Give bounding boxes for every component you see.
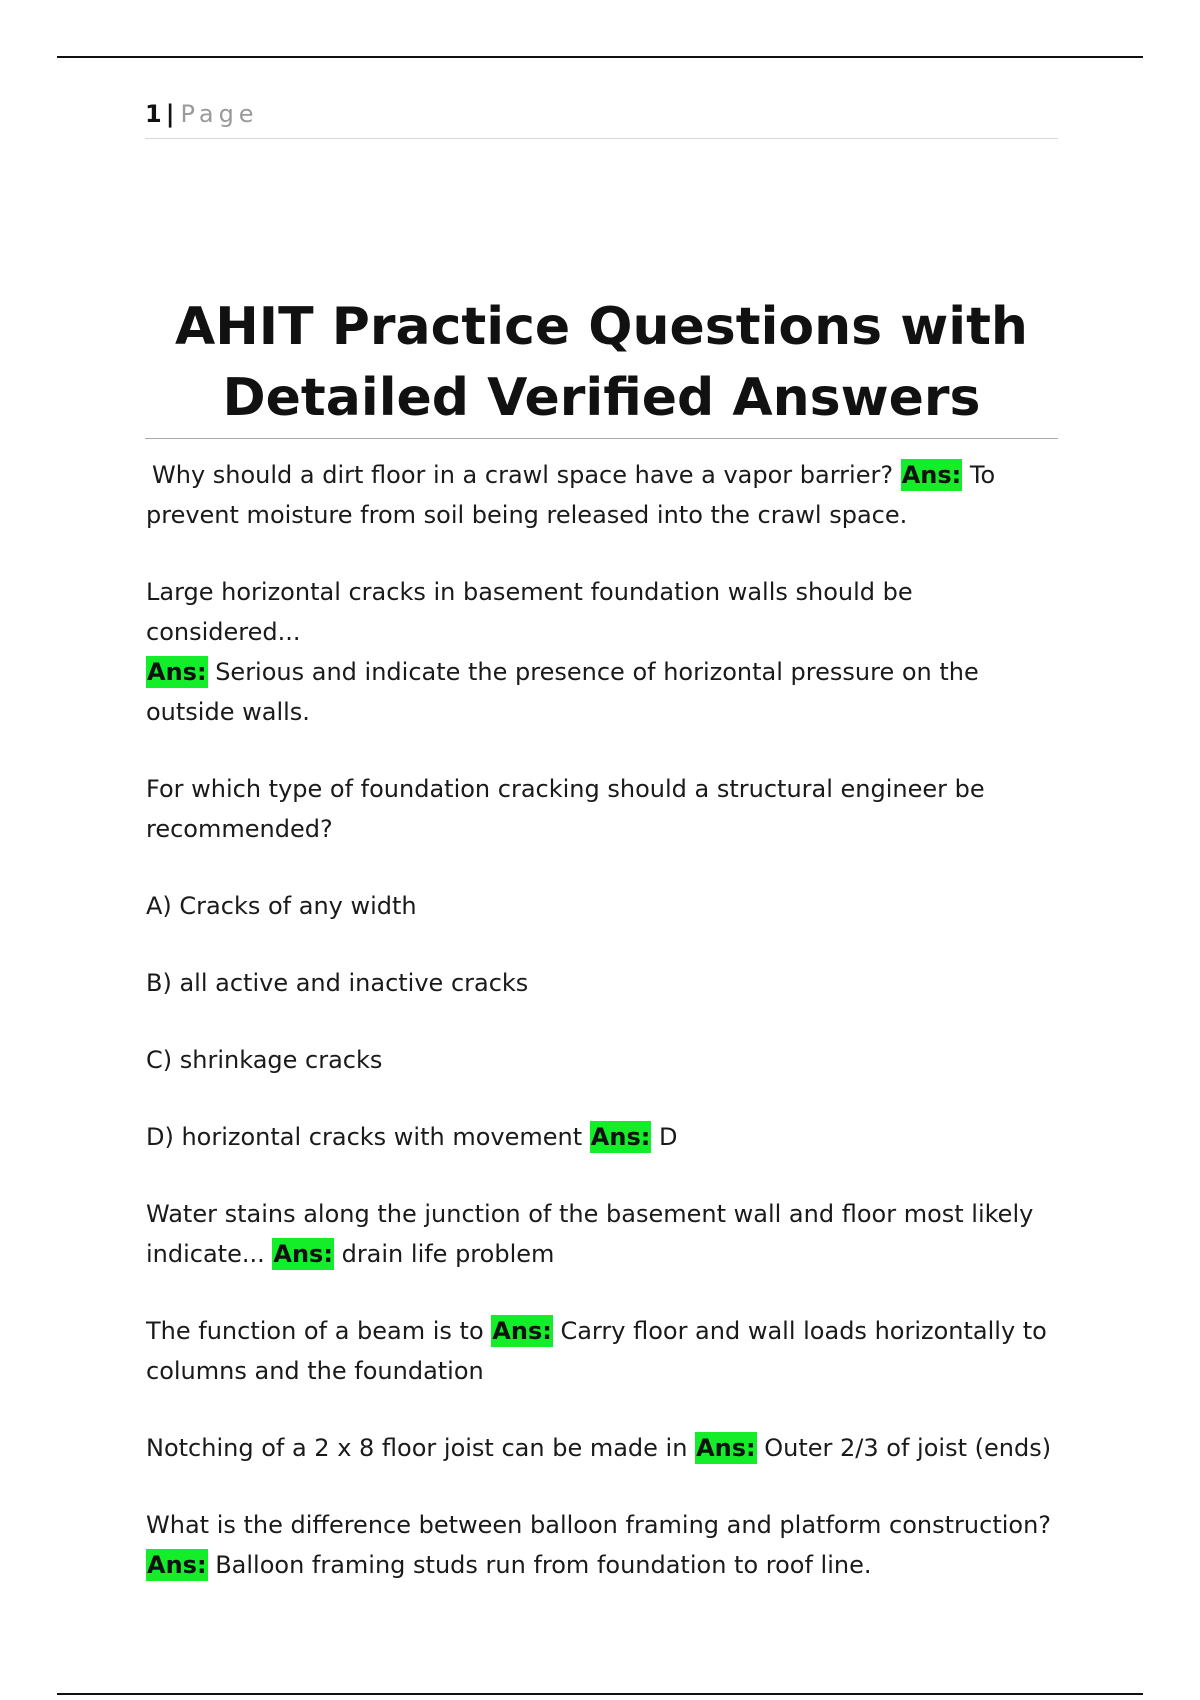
question-text: Why should a dirt floor in a crawl space have a vapor barrier? — [152, 461, 894, 489]
option-item — [146, 963, 1061, 1003]
answer-text: D — [658, 1123, 678, 1151]
question-text: Water stains along the junction of the basement wall and floor most likely indicate... — [146, 1200, 1034, 1268]
answer-text: drain life problem — [341, 1240, 555, 1268]
document-title — [145, 292, 1058, 439]
question-text: The function of a beam is to — [146, 1317, 484, 1345]
option-item — [146, 1117, 1061, 1157]
top-border-line — [57, 56, 1143, 58]
option-item — [146, 886, 1061, 926]
page-header — [145, 96, 1058, 139]
qa-list — [146, 455, 1061, 1622]
qa-item — [146, 455, 1061, 535]
qa-item — [146, 1311, 1061, 1391]
answer-label: Ans: — [696, 1434, 756, 1462]
bottom-border-line — [57, 1693, 1143, 1695]
answer-label: Ans: — [273, 1240, 333, 1268]
answer-text: Carry floor and wall loads horizontally to columns and the foundation — [146, 1317, 1047, 1385]
qa-item — [146, 769, 1061, 849]
qa-item — [146, 1428, 1061, 1468]
title-line-1: AHIT Practice Questions with — [175, 297, 1028, 357]
question-text: Large horizontal cracks in basement foundation walls should be considered... — [146, 578, 913, 646]
question-text: Notching of a 2 x 8 floor joist can be made in — [146, 1434, 688, 1462]
qa-item — [146, 1505, 1061, 1585]
option-text: A) Cracks of any width — [146, 892, 417, 920]
answer-label: Ans: — [901, 461, 962, 489]
question-text: What is the difference between balloon framing and platform construction? — [146, 1511, 1052, 1539]
page-label: Page — [180, 100, 259, 128]
option-text: C) shrinkage cracks — [146, 1046, 383, 1074]
answer-text: Outer 2/3 of joist (ends) — [764, 1434, 1052, 1462]
answer-label: Ans: — [147, 658, 207, 686]
answer-text: Balloon framing studs run from foundation to roof line. — [215, 1551, 872, 1579]
answer-label: Ans: — [147, 1551, 207, 1579]
title-line-2: Detailed Verified Answers — [222, 368, 981, 428]
page-number: 1 — [145, 100, 162, 128]
answer-text: To prevent moisture from soil being released into the crawl space. — [146, 461, 996, 529]
answer-label: Ans: — [590, 1123, 651, 1151]
qa-item — [146, 572, 1061, 732]
option-text: D) horizontal cracks with movement — [146, 1123, 583, 1151]
answer-label: Ans: — [492, 1317, 552, 1345]
option-text: B) all active and inactive cracks — [146, 969, 529, 997]
answer-text: Serious and indicate the presence of horizontal pressure on the outside walls. — [146, 658, 979, 726]
question-text: For which type of foundation cracking should a structural engineer be recommended? — [146, 775, 985, 843]
page-separator: | — [165, 100, 175, 128]
option-item — [146, 1040, 1061, 1080]
qa-item — [146, 1194, 1061, 1274]
